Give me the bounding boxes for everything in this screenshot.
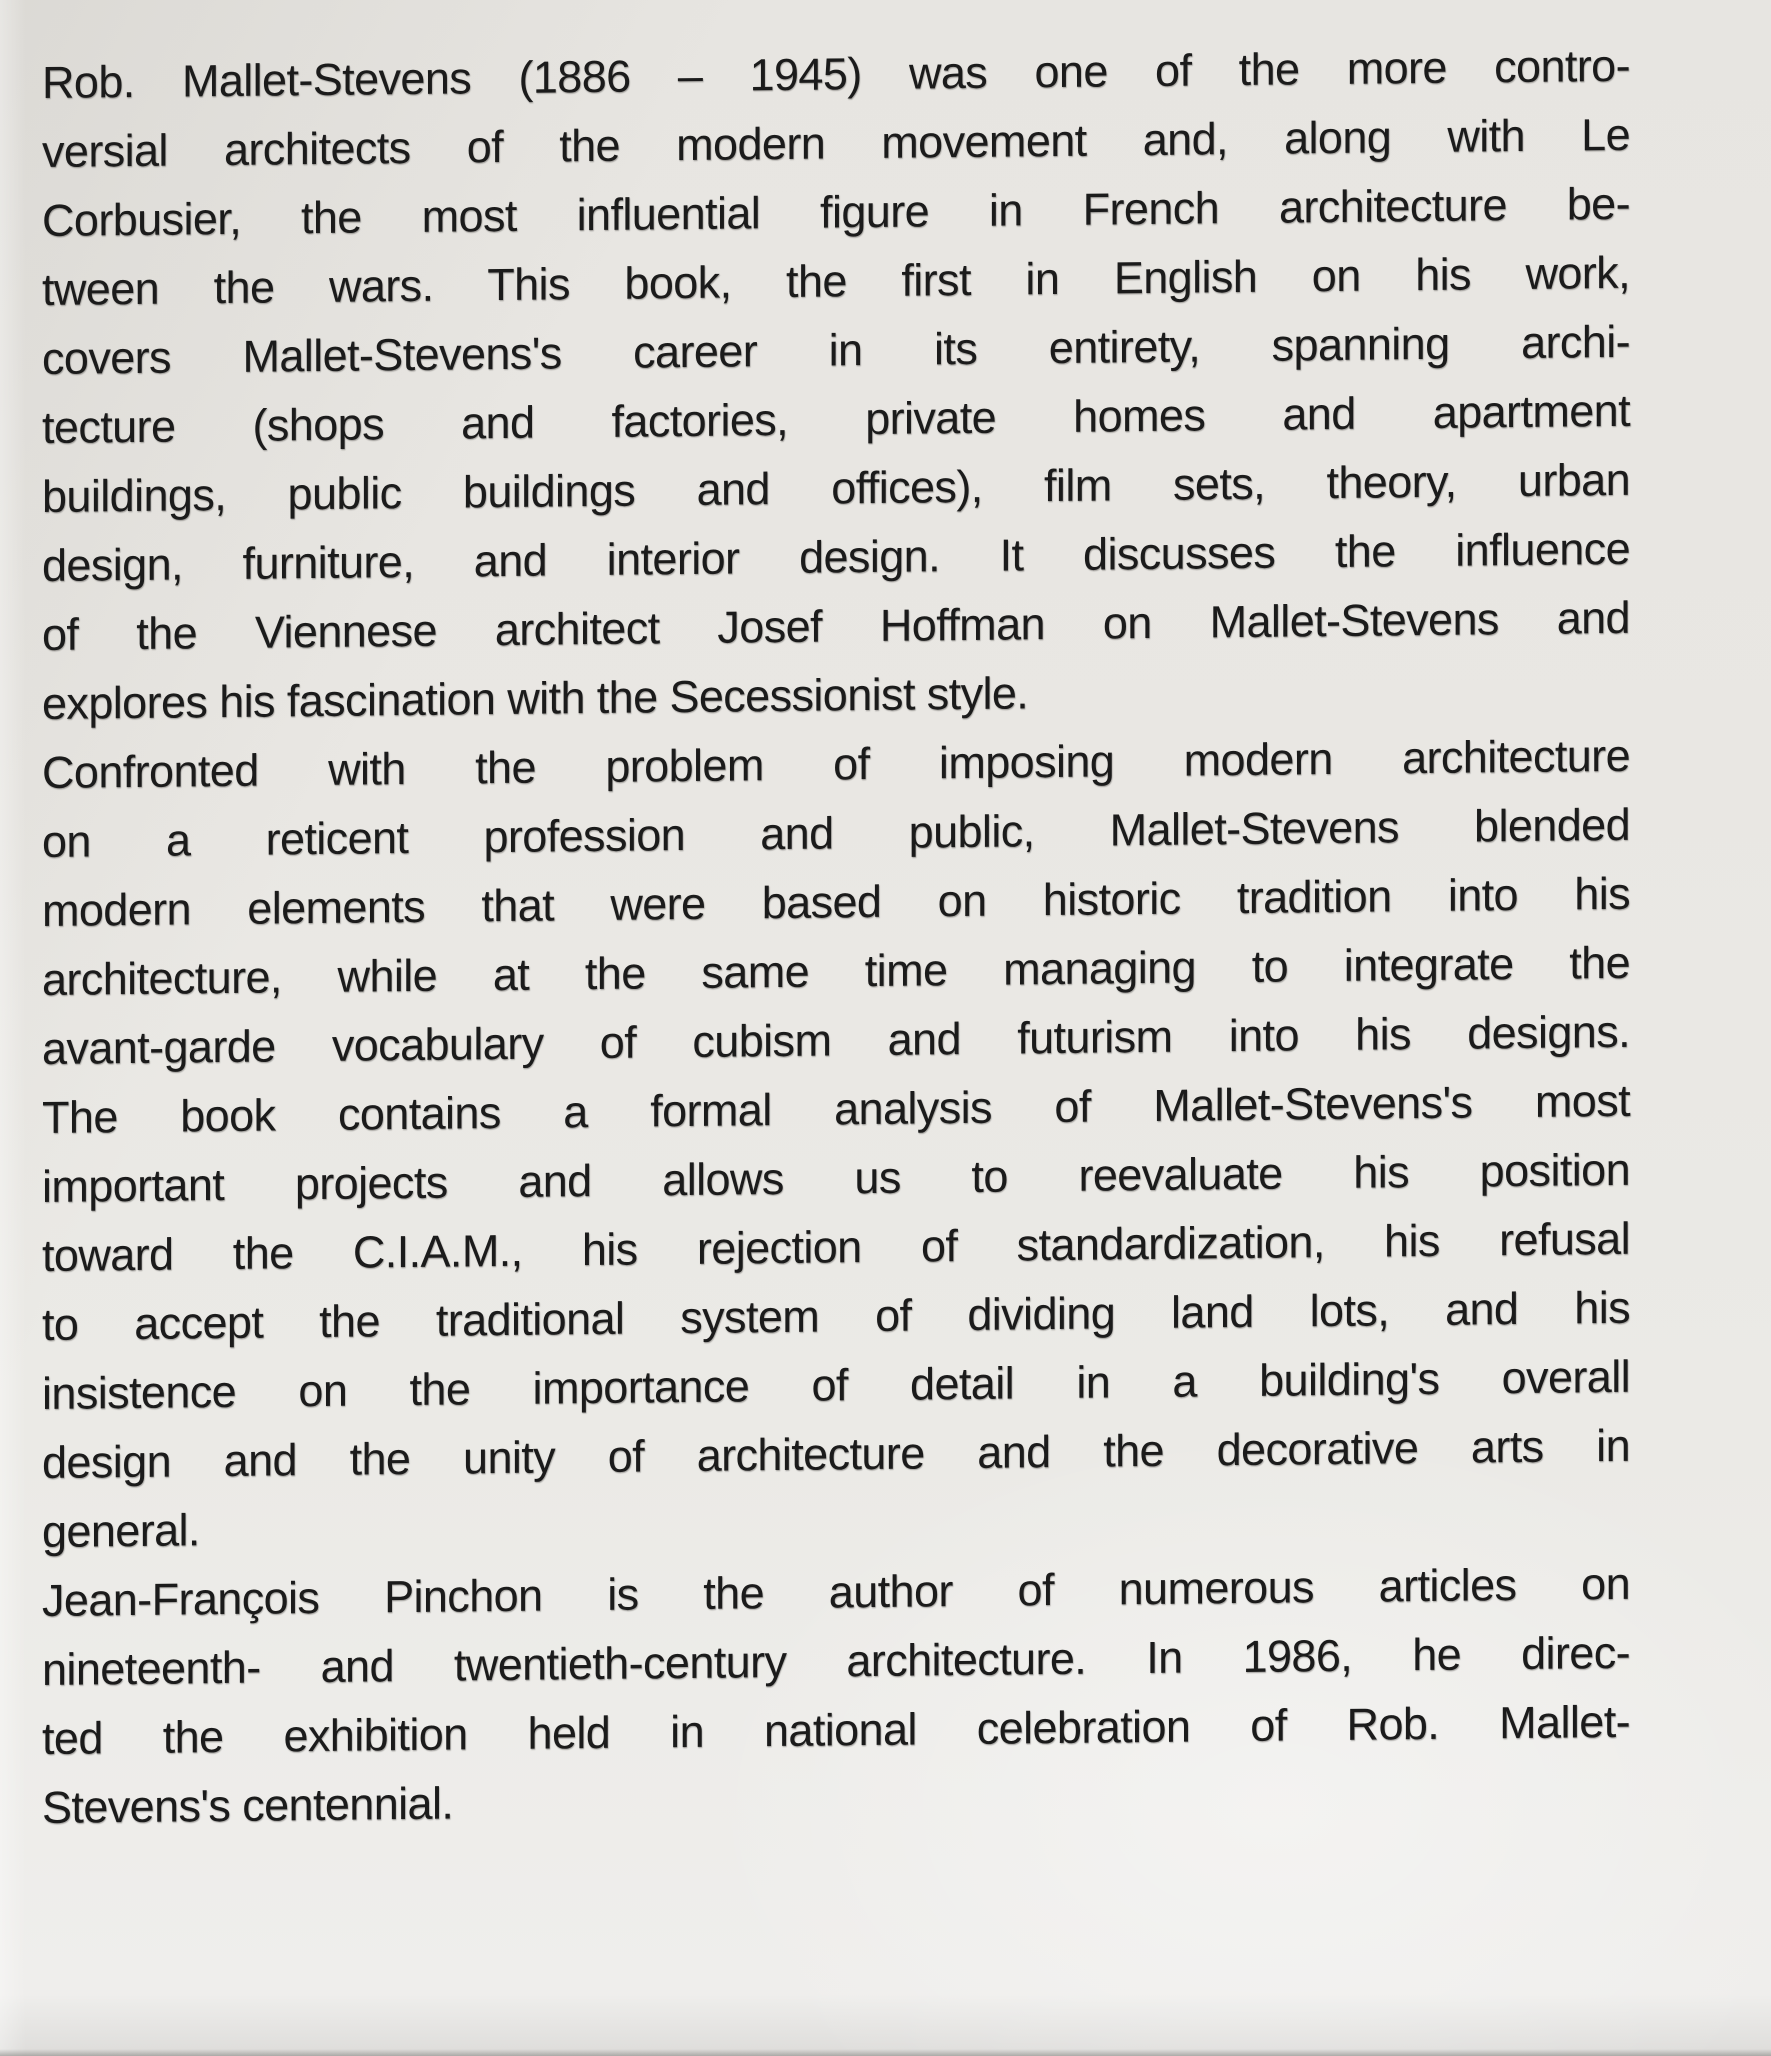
paragraph xyxy=(42,721,1630,1566)
text-line: architecture, while at the same time managing to integrate the xyxy=(42,936,1630,1005)
text-line: explores his fascination with the Secessionist style. xyxy=(42,667,1029,729)
blurb-text-block xyxy=(42,31,1630,1842)
text-line: Corbusier, the most influential figure in French architecture be- xyxy=(42,177,1630,246)
text-line: versial architects of the modern movement and, along with Le xyxy=(42,108,1630,177)
text-line: modern elements that were based on historic tradition into his xyxy=(42,867,1630,936)
text-line: Confronted with the problem of imposing modern architecture xyxy=(42,729,1630,798)
text-line: to accept the traditional system of dividing land lots, and his xyxy=(42,1281,1630,1350)
text-line: covers Mallet-Stevens's career in its entirety, spanning archi- xyxy=(42,315,1630,384)
text-line: tween the wars. This book, the first in English on his work, xyxy=(42,246,1630,315)
text-line: Jean-François Pinchon is the author of numerous articles on xyxy=(42,1557,1630,1626)
text-line: toward the C.I.A.M., his rejection of standardization, his refusal xyxy=(42,1212,1630,1281)
text-line: Rob. Mallet-Stevens (1886 – 1945) was one of the more contro- xyxy=(42,39,1630,108)
paragraph xyxy=(42,1549,1630,1842)
text-line: insistence on the importance of detail in a building's overall xyxy=(42,1350,1630,1419)
text-line: design and the unity of architecture and the decorative arts in xyxy=(42,1419,1630,1488)
text-line: The book contains a formal analysis of Mallet-Stevens's most xyxy=(42,1074,1630,1143)
text-line: avant-garde vocabulary of cubism and futurism into his designs. xyxy=(42,1005,1630,1074)
text-line: Stevens's centennial. xyxy=(42,1777,454,1833)
text-line: design, furniture, and interior design. It discusses the influence xyxy=(42,522,1630,591)
text-line: important projects and allows us to reevaluate his position xyxy=(42,1143,1630,1212)
text-line: general. xyxy=(42,1504,200,1557)
text-line: nineteenth- and twentieth-century architecture. In 1986, he direc- xyxy=(42,1626,1630,1695)
text-line: tecture (shops and factories, private homes and apartment xyxy=(42,384,1630,453)
paragraph xyxy=(42,31,1630,738)
text-line: ted the exhibition held in national celebration of Rob. Mallet- xyxy=(42,1695,1630,1764)
text-line: on a reticent profession and public, Mallet-Stevens blended xyxy=(42,798,1630,867)
text-line: buildings, public buildings and offices), film sets, theory, urban xyxy=(42,453,1630,522)
text-line: of the Viennese architect Josef Hoffman on Mallet-Stevens and xyxy=(42,591,1630,660)
